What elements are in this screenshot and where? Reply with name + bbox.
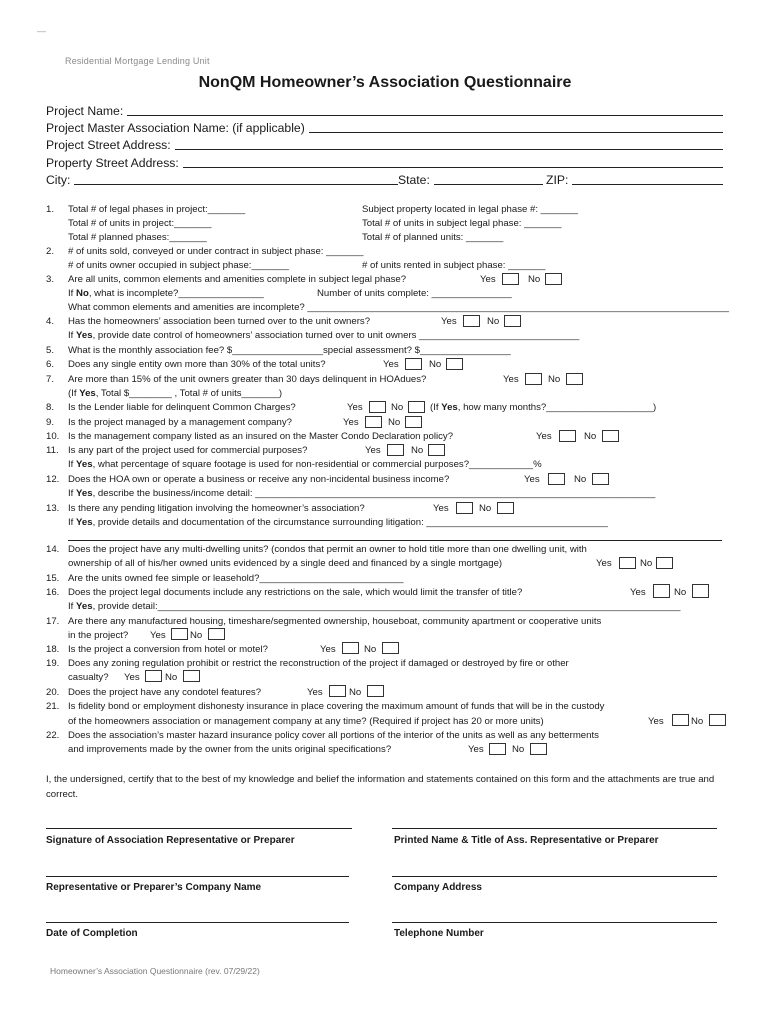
q10-text: Is the management company listed as an insured on the Master Condo Declaration policy? xyxy=(68,431,454,442)
q1-units-in-phase: Total # of units in subject legal phase: _______ xyxy=(362,218,562,229)
state-field[interactable] xyxy=(398,171,543,187)
state-label: State: xyxy=(398,173,430,187)
yes-label: Yes xyxy=(596,558,612,569)
zip-label: ZIP: xyxy=(546,173,569,187)
q13-extra-line[interactable] xyxy=(68,540,722,541)
q3-text: Are all units, common elements and amenities complete in subject legal phase? xyxy=(68,274,407,285)
q12-no-checkbox[interactable] xyxy=(592,473,609,485)
q8-yes-checkbox[interactable] xyxy=(369,401,386,413)
q14-yes-checkbox[interactable] xyxy=(619,557,636,569)
if-label: If xyxy=(68,517,74,528)
q19-line1: Does any zoning regulation prohibit or restrict the reconstruction of the project if damaged or destroyed by fire or other xyxy=(68,658,569,669)
telephone-line[interactable] xyxy=(392,922,717,923)
question-number: 20. xyxy=(46,687,60,698)
q4-yes-checkbox[interactable] xyxy=(463,315,480,327)
project-name-label: Project Name: xyxy=(46,104,124,118)
q9-yes-checkbox[interactable] xyxy=(365,416,382,428)
q13-litigation-detail xyxy=(68,517,608,529)
q7-yes-checkbox[interactable] xyxy=(525,373,542,385)
q7-open-paren: (If xyxy=(68,388,77,399)
q12-detail-text: , describe the business/income detail: ___________________________________________________________________________ xyxy=(92,488,656,499)
q17-line2: in the project? xyxy=(68,630,129,641)
question-number: 3. xyxy=(46,274,55,285)
project-street-line[interactable] xyxy=(175,149,723,150)
yes-label: Yes xyxy=(524,474,540,485)
q11-commercial-percent xyxy=(68,459,542,471)
question-number: 8. xyxy=(46,402,55,413)
no-label: No xyxy=(388,417,401,428)
q11-yes-word: Yes xyxy=(76,459,93,470)
if-label: If xyxy=(68,488,74,499)
q5-text: What is the monthly association fee? $_________________special assessment? $_________________ xyxy=(68,345,511,356)
q19-no-checkbox[interactable] xyxy=(183,670,200,682)
q17-no-checkbox[interactable] xyxy=(208,628,225,640)
no-label: No xyxy=(487,316,500,327)
project-name-line[interactable] xyxy=(127,115,723,116)
city-line[interactable] xyxy=(74,184,398,185)
q8-text: Is the Lender liable for delinquent Common Charges? xyxy=(68,402,296,413)
page-title: NonQM Homeowner’s Association Questionnaire xyxy=(198,74,572,91)
q13-yes-word: Yes xyxy=(76,517,93,528)
q17-yes-checkbox[interactable] xyxy=(171,628,188,640)
no-label: No xyxy=(479,503,492,514)
company-address-line[interactable] xyxy=(392,876,717,877)
q13-yes-checkbox[interactable] xyxy=(456,502,473,514)
q19-line2: casualty? xyxy=(68,672,109,683)
no-label: No xyxy=(691,716,704,727)
company-address-label: Company Address xyxy=(394,882,482,893)
question-number: 16. xyxy=(46,587,60,598)
q4-turnover-date xyxy=(68,330,579,342)
no-label: No xyxy=(674,587,687,598)
q6-yes-checkbox[interactable] xyxy=(405,358,422,370)
q19-yes-checkbox[interactable] xyxy=(145,670,162,682)
q2-units-sold: # of units sold, conveyed or under contract in subject phase: _______ xyxy=(68,246,364,257)
question-number: 12. xyxy=(46,474,60,485)
q10-yes-checkbox[interactable] xyxy=(559,430,576,442)
telephone-label: Telephone Number xyxy=(394,928,484,939)
q8-months xyxy=(430,402,656,414)
project-name-field[interactable] xyxy=(46,102,723,118)
date-label: Date of Completion xyxy=(46,928,138,939)
q6-text: Does any single entity own more than 30% of the total units? xyxy=(68,359,326,370)
q22-yes-checkbox[interactable] xyxy=(489,743,506,755)
q4-turnover-text: , provide date control of homeowners’ association turned over to unit owners ______________________________ xyxy=(92,330,580,341)
property-street-field[interactable] xyxy=(46,154,723,170)
q6-no-checkbox[interactable] xyxy=(446,358,463,370)
q12-text: Does the HOA own or operate a business or receive any non-incidental business income? xyxy=(68,474,450,485)
city-label: City: xyxy=(46,173,71,187)
q8-no-checkbox[interactable] xyxy=(408,401,425,413)
question-number: 22. xyxy=(46,730,60,741)
zip-line[interactable] xyxy=(572,184,723,185)
q4-text: Has the homeowners’ association been turned over to the unit owners? xyxy=(68,316,371,327)
no-label: No xyxy=(429,359,442,370)
q10-no-checkbox[interactable] xyxy=(602,430,619,442)
q21-line1: Is fidelity bond or employment dishonesty insurance in place covering the maximum amount of funds that will be in the custody xyxy=(68,701,605,712)
yes-label: Yes xyxy=(124,672,140,683)
signature-label: Signature of Association Representative or Preparer xyxy=(46,835,295,846)
yes-label: Yes xyxy=(630,587,646,598)
master-association-line[interactable] xyxy=(309,132,723,133)
q13-no-checkbox[interactable] xyxy=(497,502,514,514)
q16-yes-checkbox[interactable] xyxy=(653,584,670,598)
no-label: No xyxy=(528,274,541,285)
q4-yes-word: Yes xyxy=(76,330,93,341)
yes-label: Yes xyxy=(320,644,336,655)
no-label: No xyxy=(190,630,203,641)
signature-line[interactable] xyxy=(46,828,352,829)
question-number: 11. xyxy=(46,445,59,456)
q12-yes-word: Yes xyxy=(76,488,93,499)
if-label: If xyxy=(68,330,74,341)
company-name-label: Representative or Preparer’s Company Name xyxy=(46,882,262,893)
question-number: 1. xyxy=(46,204,55,215)
q22-no-checkbox[interactable] xyxy=(530,743,547,755)
q2-owner-occupied: # of units owner occupied in subject phase:_______ xyxy=(68,260,289,271)
date-line[interactable] xyxy=(46,922,349,923)
q20-yes-checkbox[interactable] xyxy=(329,685,346,697)
q3-no-word: No xyxy=(76,288,89,299)
question-number: 4. xyxy=(46,316,55,327)
state-line[interactable] xyxy=(434,184,543,185)
question-number: 18. xyxy=(46,644,60,655)
q14-no-checkbox[interactable] xyxy=(656,557,673,569)
project-street-label: Project Street Address: xyxy=(46,138,171,152)
q16-no-checkbox[interactable] xyxy=(692,584,709,598)
yes-label: Yes xyxy=(441,316,457,327)
q7-totals xyxy=(68,388,282,400)
no-label: No xyxy=(364,644,377,655)
q11-no-checkbox[interactable] xyxy=(428,444,445,456)
q7-yes-word: Yes xyxy=(79,388,96,399)
question-number: 15. xyxy=(46,573,60,584)
q16-text: Does the project legal documents include any restrictions on the sale, which would limit the transfer of title? xyxy=(68,587,523,598)
q3-incomplete-text: , what is incomplete?________________ xyxy=(88,288,264,299)
q12-yes-checkbox[interactable] xyxy=(548,473,565,485)
q20-text: Does the project have any condotel features? xyxy=(68,687,262,698)
q8-months-text: , how many months?____________________) xyxy=(457,402,657,413)
q2-rented: # of units rented in subject phase: _______ xyxy=(362,260,546,271)
certification-text: I, the undersigned, certify that to the best of my knowledge and belief the information and statements contained on this form and the attachments are true and correct. xyxy=(46,774,715,800)
footer-revision: Homeowner’s Association Questionnaire (rev. 07/29/22) xyxy=(50,966,260,976)
zip-field[interactable] xyxy=(546,171,723,187)
q3-yes-checkbox[interactable] xyxy=(502,273,519,285)
yes-label: Yes xyxy=(347,402,363,413)
yes-label: Yes xyxy=(503,374,519,385)
no-label: No xyxy=(548,374,561,385)
q3-if-incomplete xyxy=(68,288,264,300)
lending-unit-label: Residential Mortgage Lending Unit xyxy=(65,56,210,66)
no-label: No xyxy=(584,431,597,442)
q20-no-checkbox[interactable] xyxy=(367,685,384,697)
q3-units-complete: Number of units complete: _______________ xyxy=(317,288,512,299)
city-field[interactable] xyxy=(46,171,398,187)
question-number: 2. xyxy=(46,246,55,257)
q16-yes-word: Yes xyxy=(76,601,93,612)
q14-line2: ownership of all of his/her owned units evidenced by a single deed and financed by a single mortgage) xyxy=(68,558,503,569)
if-label: If xyxy=(68,459,74,470)
q7-totals-text: , Total $________ , Total # of units_______) xyxy=(95,388,283,399)
q17-line1: Are there any manufactured housing, timeshare/segmented ownership, houseboat, community apartment or cooperative units xyxy=(68,616,602,627)
no-label: No xyxy=(411,445,424,456)
master-association-label: Project Master Association Name: (if applicable) xyxy=(46,121,305,135)
q3-incomplete-amenities: What common elements and amenities are incomplete? _______________________________________________________________________________ xyxy=(68,302,729,313)
company-name-line[interactable] xyxy=(46,876,349,877)
question-number: 9. xyxy=(46,417,55,428)
yes-label: Yes xyxy=(307,687,323,698)
yes-label: Yes xyxy=(365,445,381,456)
q16-detail xyxy=(68,601,722,613)
no-label: No xyxy=(574,474,587,485)
q9-no-checkbox[interactable] xyxy=(405,416,422,428)
q7-text: Are more than 15% of the unit owners greater than 30 days delinquent in HOAdues? xyxy=(68,374,427,385)
q1-units-in-project: Total # of units in project:_______ xyxy=(68,218,212,229)
q13-detail-text: , provide details and documentation of the circumstance surrounding litigation: __________________________________ xyxy=(92,517,608,528)
q18-no-checkbox[interactable] xyxy=(382,642,399,654)
q3-no-checkbox[interactable] xyxy=(545,273,562,285)
question-number: 19. xyxy=(46,658,60,669)
q1-planned-phases: Total # planned phases:_______ xyxy=(68,232,207,243)
yes-label: Yes xyxy=(433,503,449,514)
q15-text: Are the units owned fee simple or leasehold?___________________________ xyxy=(68,573,404,584)
q18-yes-checkbox[interactable] xyxy=(342,642,359,654)
if-label: If xyxy=(68,601,74,612)
q11-yes-checkbox[interactable] xyxy=(387,444,404,456)
q11-text: Is any part of the project used for commercial purposes? xyxy=(68,445,308,456)
question-number: 14. xyxy=(46,544,60,555)
question-number: 13. xyxy=(46,503,60,514)
q9-text: Is the project managed by a management company? xyxy=(68,417,292,428)
printed-name-label: Printed Name & Title of Ass. Representative or Preparer xyxy=(394,835,659,846)
no-label: No xyxy=(391,402,404,413)
q21-no-checkbox[interactable] xyxy=(709,714,726,726)
question-number: 17. xyxy=(46,616,60,627)
q22-line1: Does the association’s master hazard insurance policy cover all portions of the interior of the units as well as any betterments xyxy=(68,730,599,741)
q12-business-detail xyxy=(68,488,655,500)
no-label: No xyxy=(349,687,362,698)
q8-yes-word: Yes xyxy=(441,402,458,413)
project-street-field[interactable] xyxy=(46,136,723,152)
question-number: 7. xyxy=(46,374,55,385)
yes-label: Yes xyxy=(383,359,399,370)
property-street-line[interactable] xyxy=(183,167,723,168)
q16-detail-text: , provide detail:__________________________________________________________________________________________________ xyxy=(92,601,681,612)
yes-label: Yes xyxy=(468,744,484,755)
yes-label: Yes xyxy=(343,417,359,428)
no-label: No xyxy=(512,744,525,755)
question-number: 5. xyxy=(46,345,55,356)
q1-subject-phase: Subject property located in legal phase #: _______ xyxy=(362,204,579,215)
yes-label: Yes xyxy=(480,274,496,285)
q1-planned-units: Total # of planned units: _______ xyxy=(362,232,504,243)
q22-line2: and improvements made by the owner from the units original specifications? xyxy=(68,744,392,755)
q8-open-paren: (If xyxy=(430,402,439,413)
printed-name-line[interactable] xyxy=(392,828,717,829)
q21-line2: of the homeowners association or management company at any time? (Required if project has 20 or more units) xyxy=(68,716,544,727)
yes-label: Yes xyxy=(648,716,664,727)
question-number: 6. xyxy=(46,359,55,370)
q7-no-checkbox[interactable] xyxy=(566,373,583,385)
header-mark: — xyxy=(37,26,46,36)
master-association-field[interactable] xyxy=(46,119,723,135)
q21-yes-checkbox[interactable] xyxy=(672,714,689,726)
q18-text: Is the project a conversion from hotel or motel? xyxy=(68,644,268,655)
yes-label: Yes xyxy=(150,630,166,641)
question-number: 10. xyxy=(46,431,60,442)
no-label: No xyxy=(165,672,178,683)
q4-no-checkbox[interactable] xyxy=(504,315,521,327)
q13-text: Is there any pending litigation involving the homeowner’s association? xyxy=(68,503,365,514)
property-street-label: Property Street Address: xyxy=(46,156,179,170)
if-label: If xyxy=(68,288,74,299)
no-label: No xyxy=(640,558,653,569)
question-number: 21. xyxy=(46,701,60,712)
yes-label: Yes xyxy=(536,431,552,442)
q11-percent-text: , what percentage of square footage is used for non-residential or commercial purposes?____________% xyxy=(92,459,542,470)
q1-legal-phases: Total # of legal phases in project:_______ xyxy=(68,204,246,215)
q14-line1: Does the project have any multi-dwelling units? (condos that permit an owner to hold title more than one dwelling unit, with xyxy=(68,544,587,555)
